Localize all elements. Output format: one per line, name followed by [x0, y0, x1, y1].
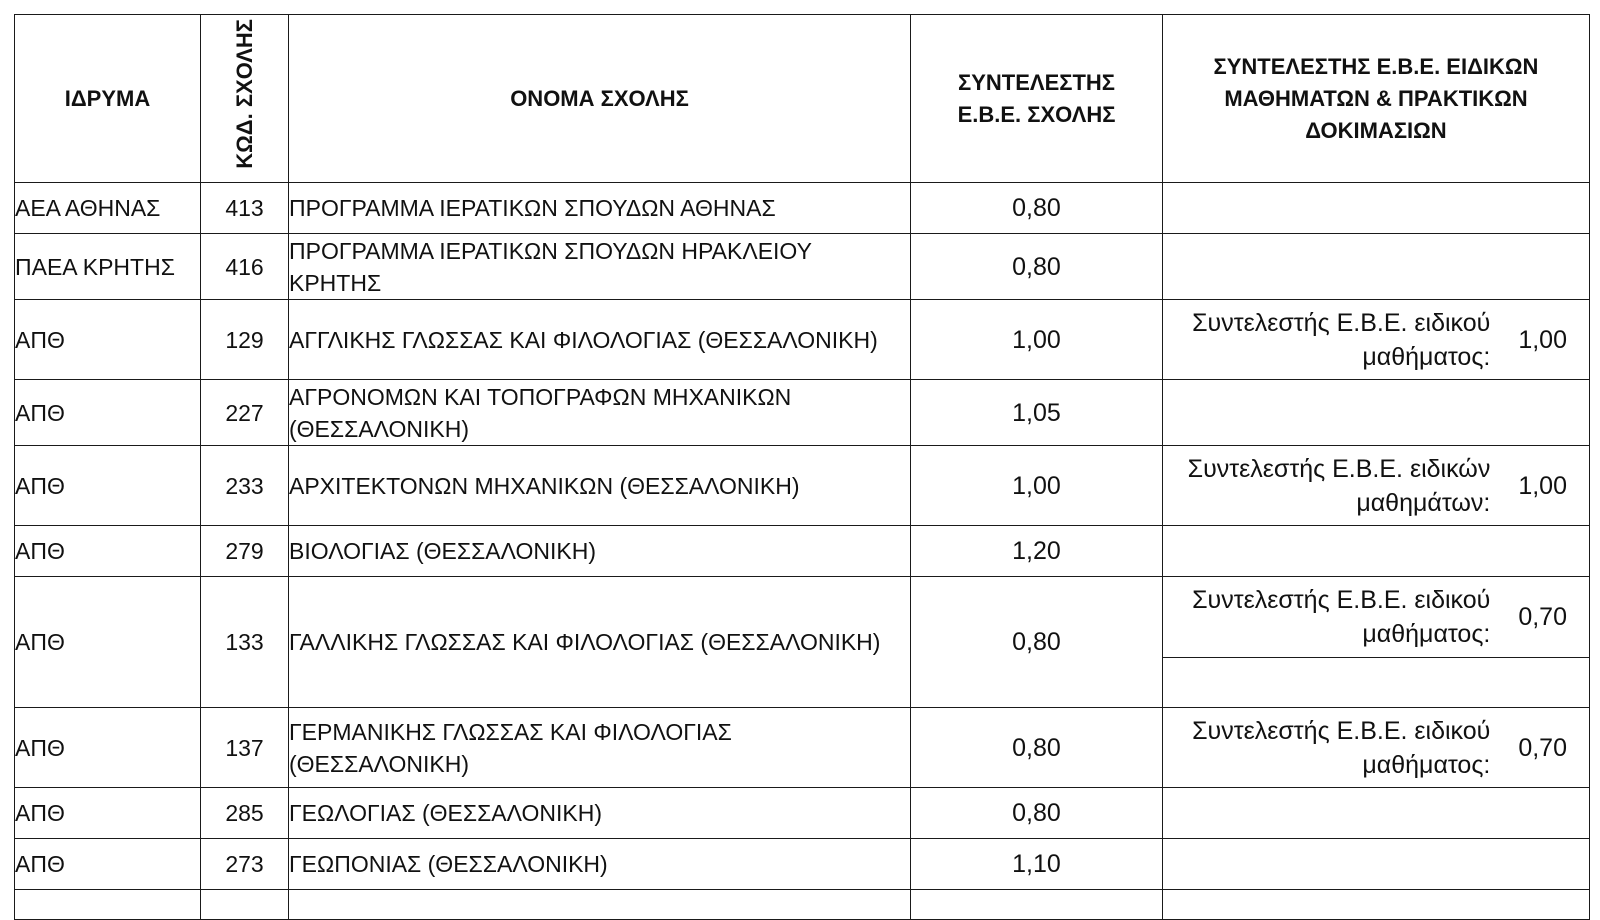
cell-special-coef	[1163, 788, 1590, 839]
special-coef-value: 1,00	[1518, 325, 1567, 354]
cell-institution: ΑΕΑ ΑΘΗΝΑΣ	[15, 183, 201, 234]
special-coef-value: 0,70	[1518, 603, 1567, 631]
cell-special-coef	[1163, 183, 1590, 234]
cell-school-name	[289, 890, 911, 920]
cell-school-name: ΑΓΡΟΝΟΜΩΝ ΚΑΙ ΤΟΠΟΓΡΑΦΩΝ ΜΗΧΑΝΙΚΩΝ (ΘΕΣΣΑΛΟΝΙΚΗ)	[289, 380, 911, 446]
cell-school-coef: 1,05	[911, 380, 1163, 446]
cell-school-name: ΑΓΓΛΙΚΗΣ ΓΛΩΣΣΑΣ ΚΑΙ ΦΙΛΟΛΟΓΙΑΣ (ΘΕΣΣΑΛΟΝΙΚΗ)	[289, 300, 911, 380]
cell-school-coef: 0,80	[911, 788, 1163, 839]
cell-institution: ΑΠΘ	[15, 708, 201, 788]
cell-special-coef	[1163, 446, 1590, 526]
header-school-coef: ΣΥΝΤΕΛΕΣΤΗΣ Ε.Β.Ε. ΣΧΟΛΗΣ	[911, 15, 1163, 183]
special-coef-label: Συντελεστής Ε.Β.Ε. ειδικού μαθήματος:	[1192, 586, 1491, 648]
special-coef-label: Συντελεστής Ε.Β.Ε. ειδικού μαθήματος:	[1192, 716, 1491, 779]
cell-code: 133	[201, 577, 289, 708]
cell-institution: ΑΠΘ	[15, 380, 201, 446]
cell-school-name: ΓΑΛΛΙΚΗΣ ΓΛΩΣΣΑΣ ΚΑΙ ΦΙΛΟΛΟΓΙΑΣ (ΘΕΣΣΑΛΟΝΙΚΗ)	[289, 577, 911, 708]
cell-institution: ΑΠΘ	[15, 577, 201, 708]
cell-code: 273	[201, 839, 289, 890]
header-row	[15, 15, 1590, 183]
cell-institution: ΑΠΘ	[15, 839, 201, 890]
special-coef-empty-subcell	[1163, 658, 1589, 707]
cell-code: 227	[201, 380, 289, 446]
cell-school-coef	[911, 890, 1163, 920]
table-row	[15, 300, 1590, 380]
cell-code	[201, 890, 289, 920]
cell-special-coef	[1163, 577, 1590, 708]
table-row	[15, 577, 1590, 708]
cell-institution: ΠΑΕΑ ΚΡΗΤΗΣ	[15, 234, 201, 300]
header-institution: ΙΔΡΥΜΑ	[15, 15, 201, 183]
header-code	[201, 15, 289, 183]
cell-special-coef	[1163, 890, 1590, 920]
cell-school-name: ΓΕΩΠΟΝΙΑΣ (ΘΕΣΣΑΛΟΝΙΚΗ)	[289, 839, 911, 890]
table-row	[15, 526, 1590, 577]
cell-special-coef	[1163, 839, 1590, 890]
table-row	[15, 380, 1590, 446]
cell-institution: ΑΠΘ	[15, 788, 201, 839]
cell-school-coef: 1,20	[911, 526, 1163, 577]
special-coef-label: Συντελεστής Ε.Β.Ε. ειδικού μαθήματος:	[1192, 308, 1491, 371]
table-row	[15, 446, 1590, 526]
cell-code: 137	[201, 708, 289, 788]
cell-code: 279	[201, 526, 289, 577]
cell-code: 233	[201, 446, 289, 526]
cell-code: 129	[201, 300, 289, 380]
cell-school-name: ΒΙΟΛΟΓΙΑΣ (ΘΕΣΣΑΛΟΝΙΚΗ)	[289, 526, 911, 577]
cell-school-coef: 1,00	[911, 300, 1163, 380]
table-row	[15, 708, 1590, 788]
cell-code: 416	[201, 234, 289, 300]
table-row	[15, 183, 1590, 234]
cell-school-coef: 0,80	[911, 183, 1163, 234]
header-school-name: ΟΝΟΜΑ ΣΧΟΛΗΣ	[289, 15, 911, 183]
cell-school-coef: 0,80	[911, 577, 1163, 708]
cell-special-coef	[1163, 380, 1590, 446]
cell-code: 413	[201, 183, 289, 234]
cell-special-coef	[1163, 234, 1590, 300]
cell-institution: ΑΠΘ	[15, 300, 201, 380]
cell-school-name: ΓΕΡΜΑΝΙΚΗΣ ΓΛΩΣΣΑΣ ΚΑΙ ΦΙΛΟΛΟΓΙΑΣ (ΘΕΣΣΑΛΟΝΙΚΗ)	[289, 708, 911, 788]
cell-special-coef	[1163, 300, 1590, 380]
cell-school-name: ΠΡΟΓΡΑΜΜΑ ΙΕΡΑΤΙΚΩΝ ΣΠΟΥΔΩΝ ΑΘΗΝΑΣ	[289, 183, 911, 234]
coefficients-table	[14, 14, 1590, 920]
cell-school-name: ΠΡΟΓΡΑΜΜΑ ΙΕΡΑΤΙΚΩΝ ΣΠΟΥΔΩΝ ΗΡΑΚΛΕΙΟΥ ΚΡΗΤΗΣ	[289, 234, 911, 300]
cell-special-coef	[1163, 708, 1590, 788]
cell-school-coef: 1,00	[911, 446, 1163, 526]
table-row	[15, 788, 1590, 839]
cell-institution: ΑΠΘ	[15, 446, 201, 526]
cell-institution: ΑΠΘ	[15, 526, 201, 577]
cell-school-name: ΑΡΧΙΤΕΚΤΟΝΩΝ ΜΗΧΑΝΙΚΩΝ (ΘΕΣΣΑΛΟΝΙΚΗ)	[289, 446, 911, 526]
special-coef-value: 0,70	[1518, 733, 1567, 762]
table-row	[15, 839, 1590, 890]
header-code-label: ΚΩΔ. ΣΧΟΛΗΣ	[231, 19, 257, 169]
cell-special-coef	[1163, 526, 1590, 577]
special-coef-value: 1,00	[1518, 471, 1567, 500]
cell-school-name: ΓΕΩΛΟΓΙΑΣ (ΘΕΣΣΑΛΟΝΙΚΗ)	[289, 788, 911, 839]
special-coef-label: Συντελεστής Ε.Β.Ε. ειδικών μαθημάτων:	[1187, 454, 1491, 517]
table-row-partial	[15, 890, 1590, 920]
cell-code: 285	[201, 788, 289, 839]
cell-school-coef: 0,80	[911, 708, 1163, 788]
cell-institution	[15, 890, 201, 920]
cell-school-coef: 1,10	[911, 839, 1163, 890]
table-row	[15, 234, 1590, 300]
header-special-coef: ΣΥΝΤΕΛΕΣΤΗΣ Ε.Β.Ε. ΕΙΔΙΚΩΝ ΜΑΘΗΜΑΤΩΝ & ΠΡΑΚΤΙΚΩΝ ΔΟΚΙΜΑΣΙΩΝ	[1163, 15, 1590, 183]
cell-school-coef: 0,80	[911, 234, 1163, 300]
